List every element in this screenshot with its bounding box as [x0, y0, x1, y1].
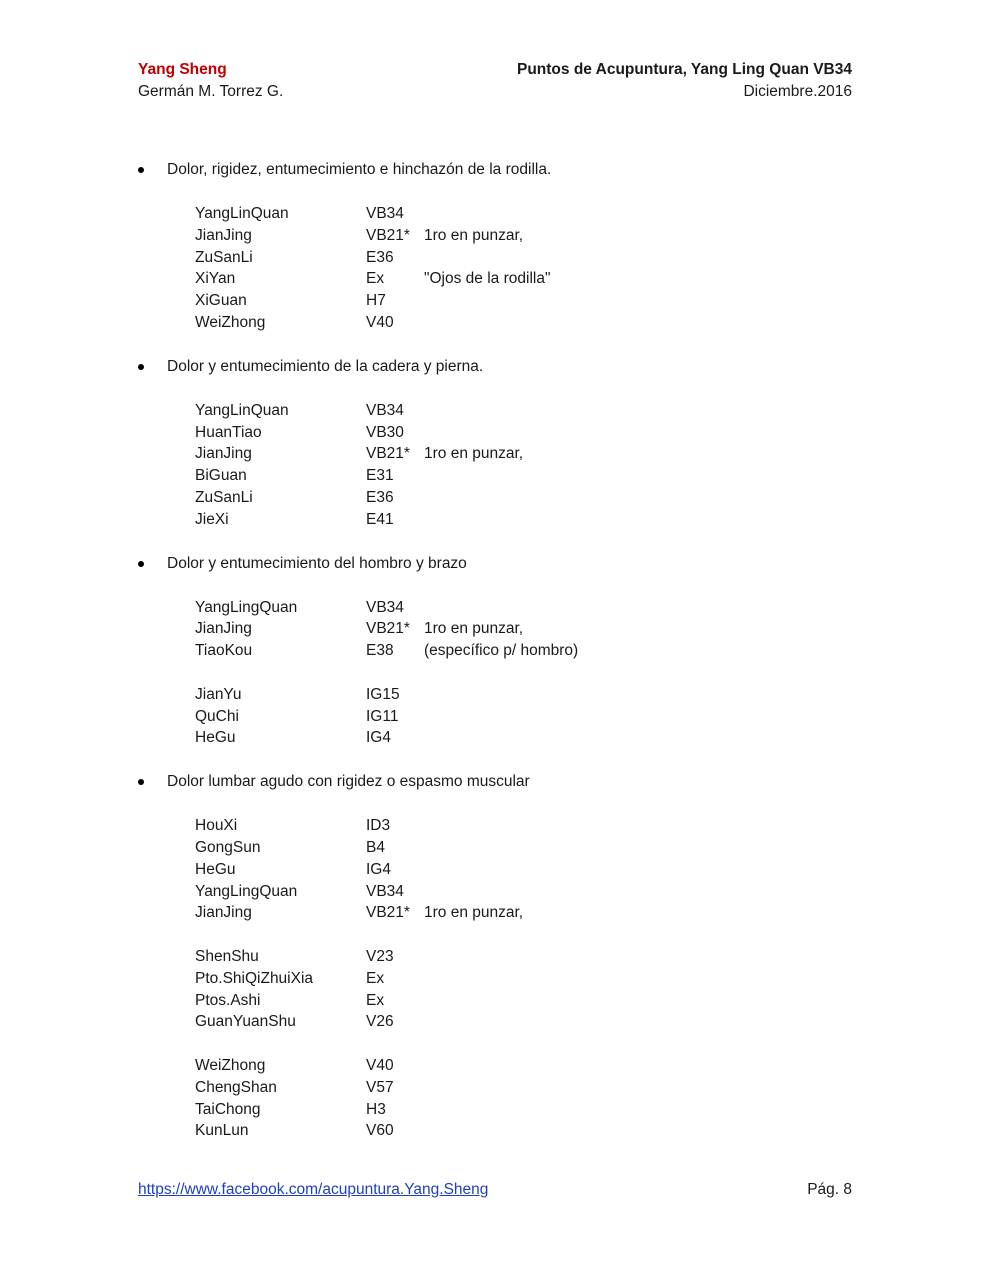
acupoint-row [195, 618, 852, 640]
section-title: Dolor y entumecimiento de la cadera y pierna. [167, 357, 484, 375]
acupoint-row [195, 597, 852, 619]
acupoint-row [195, 946, 852, 968]
header-right [517, 59, 852, 103]
acupoint-row [195, 247, 852, 269]
acupoint-name: ZuSanLi [195, 248, 253, 266]
acupoint-note: "Ojos de la rodilla" [424, 270, 551, 288]
acupoint-row [195, 443, 852, 465]
acupoint-code: VB21* [366, 226, 410, 244]
acupoint-row [195, 902, 852, 924]
section-title: Dolor y entumecimiento del hombro y brazo [167, 554, 467, 572]
acupoint-group [195, 684, 852, 749]
acupoint-row [195, 509, 852, 531]
acupoint-group [195, 597, 852, 662]
acupoint-code: VB34 [366, 598, 404, 616]
acupoint-name: GuanYuanShu [195, 1013, 296, 1031]
acupoint-note: 1ro en punzar, [424, 445, 524, 463]
acupoint-group [195, 815, 852, 924]
acupoint-name: YangLinQuan [195, 205, 289, 222]
acupoint-note: (específico p/ hombro) [424, 642, 579, 660]
acupoint-list [138, 597, 852, 750]
bullet-dot-icon [138, 364, 144, 370]
acupoint-name: ZuSanLi [195, 488, 253, 506]
acupoint-note: 1ro en punzar, [424, 620, 524, 638]
acupoint-name: JianJing [195, 226, 252, 244]
acupoint-row [195, 203, 852, 225]
acupoint-code: V40 [366, 313, 394, 331]
acupoint-name: JieXi [195, 510, 229, 528]
acupoint-row [195, 640, 852, 662]
facebook-link[interactable]: https://www.facebook.com/acupuntura.Yang.Sheng [138, 1181, 489, 1198]
acupoint-name: XiYan [195, 270, 236, 288]
acupoint-row [195, 1077, 852, 1099]
acupoint-name: JianJing [195, 904, 252, 922]
acupoint-name: JianJing [195, 620, 252, 638]
acupoint-code: VB21* [366, 445, 410, 463]
acupoint-code: IG4 [366, 860, 391, 878]
section-title: Dolor lumbar agudo con rigidez o espasmo muscular [167, 773, 530, 791]
acupoint-row [195, 815, 852, 837]
bullet-dot-icon [138, 561, 144, 567]
acupoint-code: B4 [366, 838, 385, 856]
acupoint-code: E36 [366, 488, 394, 506]
acupoint-group [195, 1055, 852, 1142]
acupoint-row [195, 684, 852, 706]
acupoint-row [195, 422, 852, 444]
acupoint-name: ChengShan [195, 1078, 277, 1096]
acupoint-row [195, 859, 852, 881]
acupoint-name: BiGuan [195, 467, 247, 485]
acupoint-name: HuanTiao [195, 423, 262, 441]
section-bullet [138, 553, 852, 575]
acupoint-name: HeGu [195, 729, 236, 747]
acupoint-row [195, 465, 852, 487]
acupoint-name: Pto.ShiQiZhuiXia [195, 969, 314, 987]
acupoint-name: YangLingQuan [195, 598, 298, 616]
acupoint-row [195, 1011, 852, 1033]
acupoint-code: IG15 [366, 685, 400, 703]
section-bullet [138, 771, 852, 793]
acupoint-name: WeiZhong [195, 1056, 266, 1074]
acupoint-name: Ptos.Ashi [195, 991, 261, 1009]
acupoint-row [195, 727, 852, 749]
acupoint-list [138, 815, 852, 1142]
acupoint-code: E38 [366, 642, 394, 660]
indication-section [138, 159, 852, 334]
acupoint-code: Ex [366, 969, 385, 987]
acupoint-name: HeGu [195, 860, 236, 878]
acupoint-name: YangLingQuan [195, 882, 298, 900]
acupoint-row [195, 312, 852, 334]
brand-title: Yang Sheng [138, 61, 227, 78]
acupoint-name: YangLinQuan [195, 401, 289, 419]
acupoint-code: Ex [366, 270, 385, 288]
acupoint-list [138, 203, 852, 334]
acupoint-group [195, 946, 852, 1033]
acupoint-code: IG11 [366, 707, 399, 725]
acupoint-name: XiGuan [195, 292, 247, 310]
acupoint-code: E31 [366, 467, 394, 485]
indication-section [138, 771, 852, 1142]
acupoint-code: E36 [366, 248, 394, 266]
acupoint-row [195, 290, 852, 312]
acupoint-code: VB30 [366, 423, 404, 441]
indication-section [138, 356, 852, 531]
acupoint-row [195, 968, 852, 990]
acupoint-name: KunLun [195, 1122, 249, 1140]
author-name: Germán M. Torrez G. [138, 83, 284, 100]
acupoint-row [195, 706, 852, 728]
acupoint-code: VB34 [366, 205, 404, 222]
page-content [138, 159, 852, 1164]
section-title: Dolor, rigidez, entumecimiento e hinchazón de la rodilla. [167, 161, 552, 178]
acupoint-name: GongSun [195, 838, 261, 856]
acupoint-code: VB34 [366, 882, 404, 900]
bullet-dot-icon [138, 779, 144, 785]
acupoint-code: IG4 [366, 729, 391, 747]
acupoint-code: Ex [366, 991, 385, 1009]
acupoint-row [195, 990, 852, 1012]
acupoint-row [195, 268, 852, 290]
acupoint-row [195, 487, 852, 509]
acupoint-code: V60 [366, 1122, 394, 1140]
acupoint-name: TaiChong [195, 1100, 261, 1118]
acupoint-code: VB21* [366, 904, 410, 922]
acupoint-row [195, 881, 852, 903]
acupoint-code: VB21* [366, 620, 410, 638]
acupoint-name: ShenShu [195, 947, 259, 965]
acupoint-name: HouXi [195, 817, 238, 835]
acupoint-group [195, 400, 852, 531]
document-date: Diciembre.2016 [743, 83, 852, 100]
bullet-dot-icon [138, 167, 144, 173]
acupoint-note: 1ro en punzar, [424, 226, 524, 244]
acupoint-group [195, 203, 852, 334]
indication-section [138, 553, 852, 750]
acupoint-row [195, 837, 852, 859]
acupoint-row [195, 1099, 852, 1121]
acupoint-name: WeiZhong [195, 313, 266, 331]
acupoint-code: V26 [366, 1013, 394, 1031]
acupoint-code: H7 [366, 292, 386, 310]
page-number: Pág. 8 [807, 1181, 852, 1198]
acupoint-note: 1ro en punzar, [424, 904, 524, 922]
acupoint-name: QuChi [195, 707, 239, 725]
document-title: Puntos de Acupuntura, Yang Ling Quan VB34 [516, 61, 852, 78]
acupoint-row [195, 1120, 852, 1142]
acupoint-row [195, 225, 852, 247]
acupoint-row [195, 400, 852, 422]
acupoint-name: TiaoKou [195, 642, 253, 660]
acupoint-code: V57 [366, 1078, 394, 1096]
section-bullet [138, 159, 852, 181]
acupoint-name: JianYu [195, 685, 242, 703]
acupoint-code: ID3 [366, 817, 391, 835]
acupoint-row [195, 1055, 852, 1077]
section-bullet [138, 356, 852, 378]
acupoint-code: V40 [366, 1056, 394, 1074]
header-left [138, 59, 283, 103]
acupoint-code: E41 [366, 510, 394, 528]
acupoint-code: VB34 [366, 401, 404, 419]
acupoint-list [138, 400, 852, 531]
acupoint-code: H3 [366, 1100, 386, 1118]
acupoint-code: V23 [366, 947, 394, 965]
acupoint-name: JianJing [195, 445, 252, 463]
